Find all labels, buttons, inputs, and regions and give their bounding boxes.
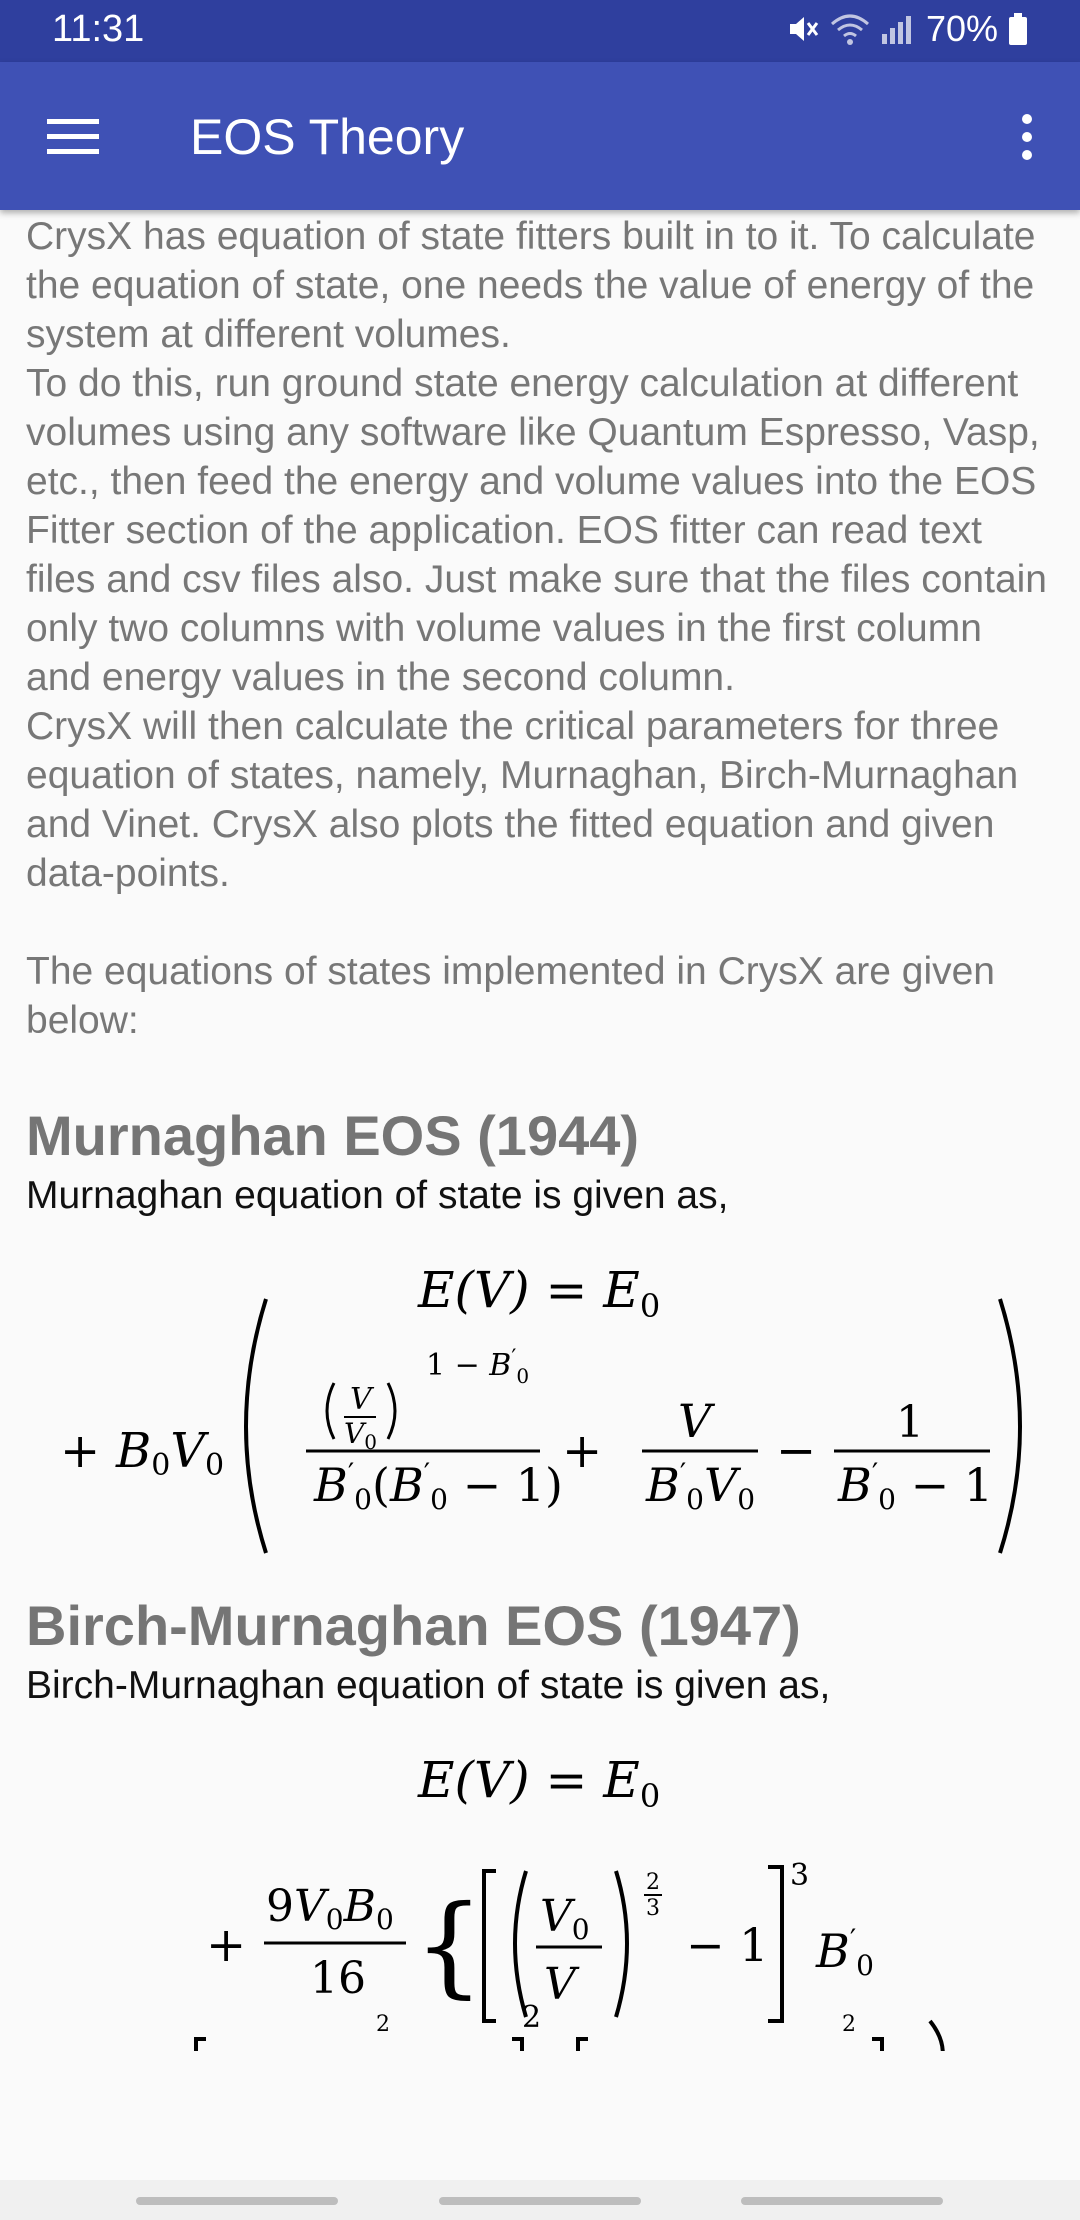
intro-text bbox=[26, 212, 1056, 1045]
content bbox=[26, 212, 1056, 2051]
svg-text:1: 1 bbox=[896, 1397, 924, 1448]
svg-text:V0: V0 bbox=[540, 1891, 590, 1946]
svg-text:V: V bbox=[678, 1394, 712, 1448]
page-title: EOS Theory bbox=[190, 109, 465, 165]
svg-text:B′0 − 1: $B'_0 - 1$ bbox=[838, 1457, 994, 1516]
svg-text:− 1: − 1 bbox=[686, 1918, 769, 1972]
menu-button[interactable] bbox=[30, 104, 116, 170]
svg-text:2: 2 bbox=[522, 2000, 542, 2035]
intro-paragraph: CrysX has equation of state fitters built in to it. To calculate the equation of state, one needs the value of energy of the system at different volumes. bbox=[26, 215, 1036, 356]
svg-text:2: 2 bbox=[376, 2012, 390, 2037]
svg-text:B′0: $B'_0$ bbox=[816, 1923, 874, 1982]
svg-text:+: + bbox=[562, 1423, 603, 1479]
wifi-icon bbox=[830, 12, 870, 46]
status-icons bbox=[786, 8, 1028, 50]
signal-icon bbox=[880, 12, 916, 46]
mute-icon bbox=[786, 12, 820, 46]
murnaghan-equation bbox=[26, 1231, 1056, 1561]
navigation-bar bbox=[0, 2180, 1080, 2220]
svg-text:E(V) = E0: $E(V) = E_0$ bbox=[418, 1261, 661, 1325]
svg-text:V: V bbox=[544, 1959, 576, 2010]
svg-text:−: − bbox=[776, 1423, 817, 1479]
section-subtitle-murnaghan: Murnaghan equation of state is given as, bbox=[26, 1174, 729, 1217]
status-time: 11:31 bbox=[52, 8, 145, 50]
svg-text:+: + bbox=[60, 1423, 101, 1479]
svg-text:{: { bbox=[414, 1881, 484, 2009]
intro-paragraph: The equations of states implemented in CrysX are given below: bbox=[26, 950, 996, 1042]
more-vert-icon bbox=[1021, 113, 1033, 161]
nav-home-handle[interactable] bbox=[439, 2197, 641, 2205]
svg-text:3: 3 bbox=[790, 1858, 810, 1893]
svg-text:2: 2 bbox=[646, 1870, 660, 1895]
app-bar bbox=[0, 62, 1080, 210]
section-heading-birch-murnaghan: Birch-Murnaghan EOS (1947) bbox=[26, 1594, 801, 1657]
section-heading-murnaghan: Murnaghan EOS (1944) bbox=[26, 1104, 640, 1167]
battery-level: 70% bbox=[925, 8, 998, 49]
overflow-menu-button[interactable] bbox=[1002, 102, 1052, 172]
intro-paragraph: CrysX will then calculate the critical parameters for three equation of states, namely, Murnaghan, Birch-Murnaghan and Vinet. CrysX also plots the fitted equation and given data-points. bbox=[26, 705, 1019, 895]
battery-icon bbox=[1008, 13, 1028, 45]
nav-back-handle[interactable] bbox=[136, 2197, 338, 2205]
svg-text:16: 16 bbox=[310, 1953, 366, 2004]
svg-text:V0: $V_0$ bbox=[344, 1417, 377, 1454]
section-subtitle-birch-murnaghan: Birch-Murnaghan equation of state is given as, bbox=[26, 1664, 831, 1707]
svg-text:B0V0: B0V0 bbox=[116, 1423, 225, 1483]
nav-recents-handle[interactable] bbox=[741, 2197, 943, 2205]
svg-text:E(V) = E0: $E(V) = E_0$ bbox=[418, 1751, 661, 1815]
svg-text:V: V bbox=[350, 1382, 372, 1417]
svg-text:+: + bbox=[206, 1917, 247, 1973]
svg-text:2: 2 bbox=[842, 2012, 856, 2037]
status-bar bbox=[0, 0, 1080, 62]
svg-text:1 − B′0: $1 - B'_0$ bbox=[426, 1346, 530, 1388]
svg-text:3: 3 bbox=[646, 1896, 660, 1921]
svg-text:B′0V0: $B'_0V0$ bbox=[646, 1457, 756, 1516]
hamburger-icon bbox=[47, 117, 99, 157]
svg-text:B′0(B′0 − 1): $B'_0(B'_0 - 1)$ bbox=[314, 1457, 563, 1516]
svg-text:9V0B0: 9V0B0 bbox=[266, 1881, 394, 1936]
intro-paragraph: To do this, run ground state energy calculation at different volumes using any software like Quantum Espresso, Vasp, etc., then feed the energy and volume values into the EOS Fitter section of the application. EOS fitter can read text files and csv files also. Just make sure that the files contain only two columns with volume values in the first column and energy values in the second column. bbox=[26, 362, 1047, 699]
birch-murnaghan-equation bbox=[26, 1721, 1056, 2051]
